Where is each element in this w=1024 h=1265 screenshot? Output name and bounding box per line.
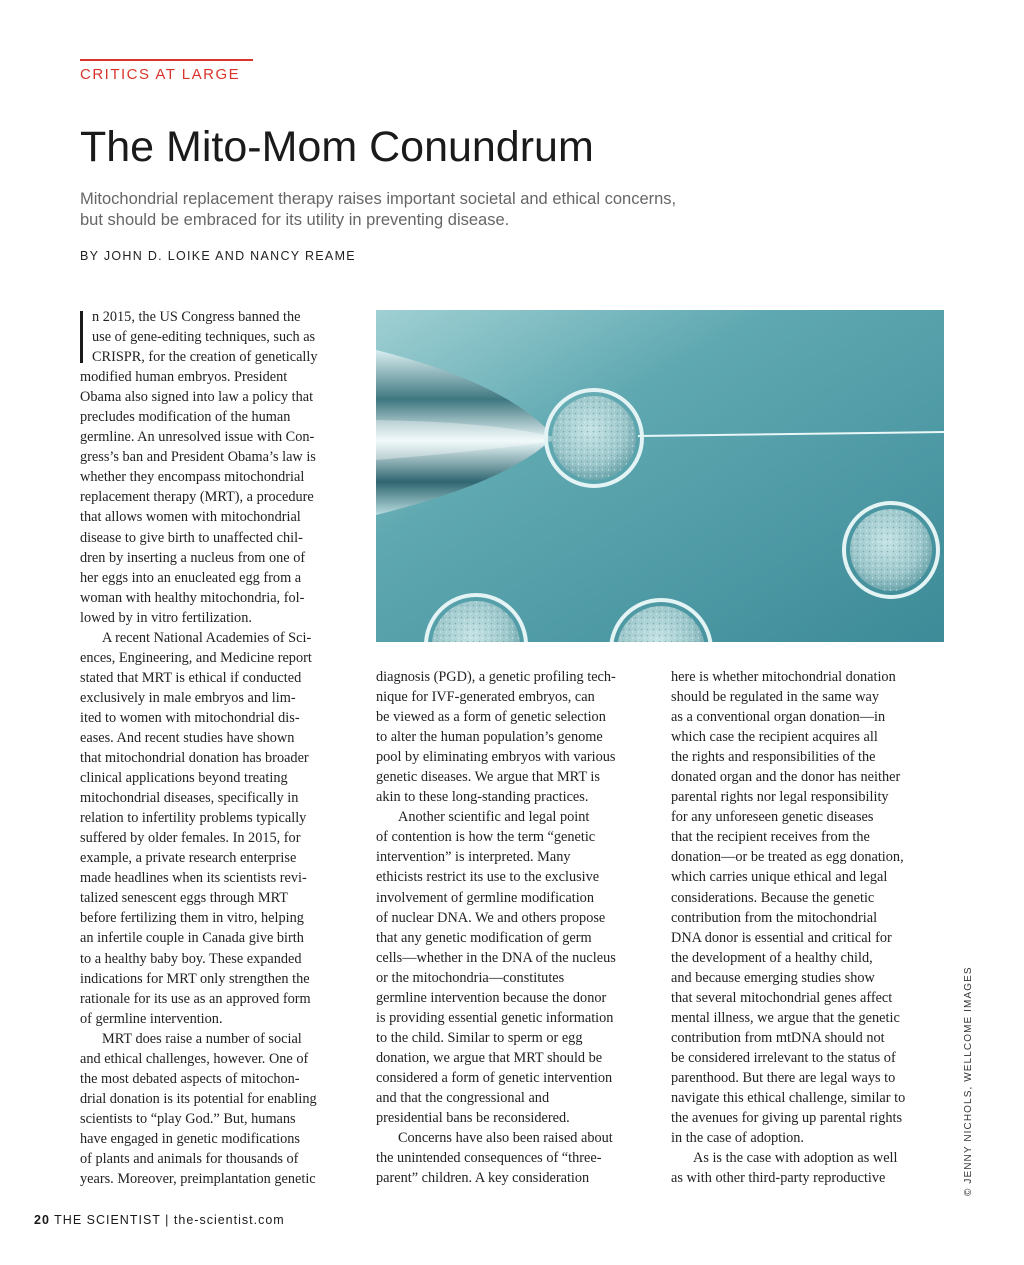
paragraph-line: parent” children. A key consideration	[376, 1170, 590, 1187]
paragraph-line: that any genetic modification of germ	[376, 929, 592, 946]
paragraph-line: should be regulated in the same way	[671, 689, 880, 706]
paragraph-line: involvement of germline modification	[376, 889, 594, 906]
egg-cells-micrograph	[376, 310, 944, 642]
paragraph-line: genetic diseases. We argue that MRT is	[376, 769, 600, 786]
article-column-3	[671, 667, 961, 1188]
article-column-2	[376, 667, 656, 1188]
footer-separator: |	[165, 1213, 170, 1227]
paragraph-line: example, a private research enterprise	[80, 850, 297, 867]
paragraph-line: to the child. Similar to sperm or egg	[376, 1029, 583, 1046]
paragraph-line: DNA donor is essential and critical for	[671, 929, 892, 946]
paragraph-line: considerations. Because the genetic	[671, 889, 875, 906]
paragraph-line: and that the congressional and	[376, 1089, 550, 1106]
paragraph-line: as a conventional organ donation—in	[671, 709, 886, 726]
paragraph-line: replacement therapy (MRT), a procedure	[80, 489, 314, 506]
paragraph-line: the most debated aspects of mitochon-	[80, 1070, 300, 1087]
paragraph-line: gress’s ban and President Obama’s law is	[80, 449, 316, 466]
paragraph-line: before fertilizing them in vitro, helping	[80, 910, 304, 927]
paragraph-line: of contention is how the term “genetic	[376, 829, 596, 846]
website-link[interactable]: the-scientist.com	[173, 1213, 285, 1227]
section-label: CRITICS AT LARGE	[80, 66, 241, 83]
paragraph-line: ences, Engineering, and Medicine report	[80, 649, 312, 666]
paragraph-line: relation to infertility problems typically	[80, 810, 307, 827]
paragraph-line: A recent National Academies of Sci-	[102, 629, 312, 646]
paragraph-line: of germline intervention.	[80, 1010, 223, 1027]
paragraph-line: and ethical challenges, however. One of	[80, 1050, 309, 1067]
paragraph-line: woman with healthy mitochondria, fol-	[80, 589, 305, 606]
paragraph-line: exclusively in male embryos and lim-	[80, 689, 296, 706]
paragraph-line: Another scientific and legal point	[398, 809, 590, 826]
paragraph-line: is providing essential genetic information	[376, 1009, 614, 1026]
article-column-1	[80, 307, 360, 1189]
paragraph-line: of nuclear DNA. We and others propose	[376, 909, 606, 926]
paragraph-line: here is whether mitochondrial donation	[671, 669, 896, 685]
paragraph-line: As is the case with adoption as well	[693, 1150, 898, 1167]
paragraph-line: germline. An unresolved issue with Con-	[80, 429, 315, 446]
paragraph-line: precludes modification of the human	[80, 409, 291, 426]
paragraph-line: Concerns have also been raised about	[398, 1130, 613, 1147]
paragraph-line: rationale for its use as an approved form	[80, 990, 311, 1007]
paragraph-line: considered a form of genetic intervention	[376, 1069, 613, 1086]
paragraph-line: which carries unique ethical and legal	[671, 869, 888, 886]
paragraph-line: that several mitochondrial genes affect	[671, 989, 893, 1006]
byline: BY JOHN D. LOIKE AND NANCY REAME	[80, 249, 356, 263]
paragraph-line: stated that MRT is ethical if conducted	[80, 669, 302, 686]
paragraph-line: use of gene-editing techniques, such as	[92, 329, 316, 346]
paragraph-line: that allows women with mitochondrial	[80, 509, 301, 526]
egg-cell	[844, 503, 938, 597]
paragraph-line: mitochondrial diseases, specifically in	[80, 790, 299, 807]
paragraph-line: drial donation is its potential for enabling	[80, 1090, 317, 1107]
subtitle-line: Mitochondrial replacement therapy raises important societal and ethical concerns,	[80, 190, 677, 208]
paragraph-line: eases. And recent studies have shown	[80, 729, 295, 746]
paragraph-line: of plants and animals for thousands of	[80, 1150, 299, 1167]
paragraph-line: contribution from the mitochondrial	[671, 909, 878, 926]
paragraph-line: talized senescent eggs through MRT	[80, 890, 288, 907]
article-subtitle	[80, 189, 800, 231]
paragraph-line: scientists to “play God.” But, humans	[80, 1110, 296, 1127]
paragraph-line: years. Moreover, preimplantation genetic	[80, 1171, 316, 1188]
paragraph-line: lowed by in vitro fertilization.	[80, 609, 252, 626]
paragraph-line: parental rights nor legal responsibility	[671, 789, 889, 806]
paragraph-line: CRISPR, for the creation of genetically	[92, 349, 318, 366]
paragraph-line: to a healthy baby boy. These expanded	[80, 950, 302, 967]
page-footer	[34, 1213, 285, 1227]
subtitle-line: but should be embraced for its utility in preventing disease.	[80, 211, 510, 229]
paragraph-line: n 2015, the US Congress banned the	[92, 309, 301, 325]
page-number: 20	[34, 1213, 50, 1227]
paragraph-line: clinical applications beyond treating	[80, 770, 288, 787]
paragraph-line: nique for IVF-generated embryos, can	[376, 689, 595, 706]
paragraph-line: Obama also signed into law a policy that	[80, 389, 314, 406]
paragraph-line: ethicists restrict its use to the exclusive	[376, 869, 600, 886]
paragraph-line: intervention” is interpreted. Many	[376, 849, 571, 866]
paragraph-line: to alter the human population’s genome	[376, 729, 603, 746]
article-title: The Mito-Mom Conundrum	[80, 123, 594, 171]
paragraph-line: indications for MRT only strengthen the	[80, 970, 310, 987]
paragraph-line: presidential bans be reconsidered.	[376, 1110, 570, 1127]
paragraph-line: the unintended consequences of “three-	[376, 1150, 602, 1167]
paragraph-line: akin to these long-standing practices.	[376, 789, 589, 806]
paragraph-line: dren by inserting a nucleus from one of	[80, 549, 306, 566]
paragraph-line: navigate this ethical challenge, similar to	[671, 1089, 906, 1106]
paragraph-line: ited to women with mitochondrial dis-	[80, 709, 300, 726]
paragraph-line: germline intervention because the donor	[376, 989, 607, 1006]
paragraph-line: modified human embryos. President	[80, 369, 288, 386]
paragraph-line: be viewed as a form of genetic selection	[376, 709, 606, 726]
paragraph-line: made headlines when its scientists revi-	[80, 870, 307, 887]
photo-credit: © JENNY NICHOLS, WELLCOME IMAGES	[963, 966, 974, 1196]
paragraph-line: donation, we argue that MRT should be	[376, 1049, 603, 1066]
paragraph-line: donation—or be treated as egg donation,	[671, 849, 904, 866]
paragraph-line: donated organ and the donor has neither	[671, 769, 901, 786]
paragraph-line: or the mitochondria—constitutes	[376, 969, 565, 986]
paragraph-line: that the recipient receives from the	[671, 829, 870, 846]
paragraph-line: cells—whether in the DNA of the nucleus	[376, 949, 616, 966]
paragraph-line: have engaged in genetic modifications	[80, 1130, 300, 1147]
paragraph-line: which case the recipient acquires all	[671, 729, 878, 746]
paragraph-line: as with other third-party reproductive	[671, 1170, 886, 1187]
egg-cell	[546, 390, 642, 486]
paragraph-line: and because emerging studies show	[671, 969, 875, 986]
paragraph-line: that mitochondrial donation has broader	[80, 750, 309, 767]
paragraph-line: her eggs into an enucleated egg from a	[80, 569, 302, 586]
paragraph-line: whether they encompass mitochondrial	[80, 469, 305, 486]
paragraph-line: the avenues for giving up parental rights	[671, 1110, 903, 1127]
paragraph-line: an infertile couple in Canada give birth	[80, 930, 304, 947]
paragraph-line: mental illness, we argue that the genetic	[671, 1009, 900, 1026]
paragraph-line: for any unforeseen genetic diseases	[671, 809, 874, 826]
paragraph-line: contribution from mtDNA should not	[671, 1029, 885, 1046]
paragraph-line: the development of a healthy child,	[671, 949, 873, 966]
paragraph-line: pool by eliminating embryos with various	[376, 749, 616, 766]
paragraph-line: MRT does raise a number of social	[102, 1030, 302, 1047]
paragraph-line: suffered by older females. In 2015, for	[80, 830, 301, 847]
paragraph-line: be considered irrelevant to the status of	[671, 1049, 896, 1066]
paragraph-line: in the case of adoption.	[671, 1130, 805, 1147]
paragraph-line: the rights and responsibilities of the	[671, 749, 876, 766]
paragraph-line: diagnosis (PGD), a genetic profiling tech-	[376, 669, 616, 685]
publication-name: THE SCIENTIST	[54, 1213, 161, 1227]
paragraph-line: disease to give birth to unaffected chil-	[80, 529, 303, 546]
section-rule	[80, 59, 253, 61]
paragraph-line: parenthood. But there are legal ways to	[671, 1069, 896, 1086]
